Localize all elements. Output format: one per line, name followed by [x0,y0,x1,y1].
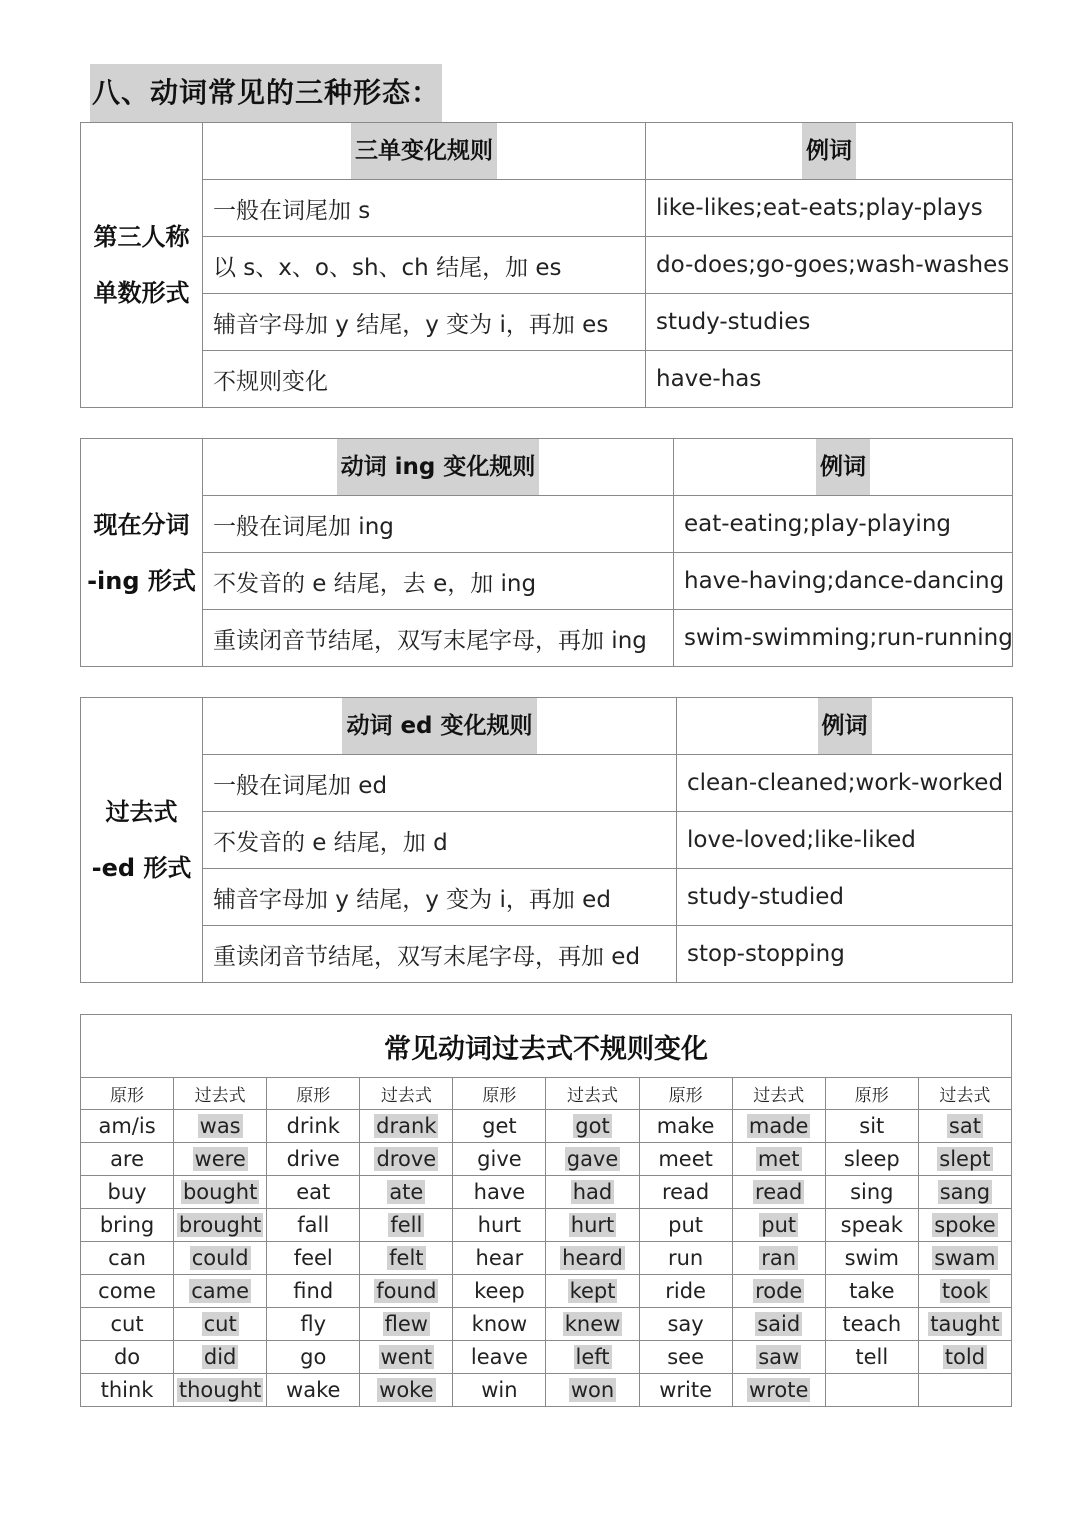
table-row [81,869,1013,926]
past-form-cell [918,1176,1011,1209]
base-form-cell: run [639,1242,732,1275]
column-header-base: 原形 [825,1078,918,1110]
rule-cell: 重读闭音节结尾，双写末尾字母，再加 ing [203,610,674,667]
past-tense-table [80,697,1013,983]
column-header-base: 原形 [267,1078,360,1110]
rule-header-text: 动词 ed 变化规则 [342,698,536,754]
past-form-highlight: could [191,1246,249,1270]
past-form-cell [546,1242,639,1275]
base-form-cell: read [639,1176,732,1209]
rule-cell: 不发音的 e 结尾，去 e，加 ing [203,553,674,610]
side-label [81,698,203,983]
past-form-highlight: were [194,1147,246,1171]
past-form-highlight: took [941,1279,988,1303]
example-cell: study-studies [646,294,1013,351]
base-form-cell: do [81,1341,174,1374]
past-form-highlight: thought [178,1378,262,1402]
past-form-highlight: kept [569,1279,616,1303]
rule-header-text: 动词 ing 变化规则 [337,439,540,495]
base-form-cell [825,1374,918,1407]
table-row [81,294,1013,351]
table-row [81,1110,1012,1143]
table-row [81,1341,1012,1374]
base-form-cell: can [81,1242,174,1275]
example-cell: like-likes;eat-eats;play-plays [646,180,1013,237]
base-form-cell: fly [267,1308,360,1341]
past-form-cell [546,1209,639,1242]
base-form-cell: fall [267,1209,360,1242]
table-row [81,755,1013,812]
past-form-cell [174,1308,267,1341]
side-label-line: 第三人称 [93,223,190,251]
past-form-cell [918,1242,1011,1275]
past-form-cell [546,1308,639,1341]
example-cell: have-having;dance-dancing [674,553,1013,610]
past-form-highlight: rode [755,1279,803,1303]
irregular-verbs-table [80,1014,1012,1407]
base-form-cell: leave [453,1341,546,1374]
past-form-cell [732,1275,825,1308]
example-header-text: 例词 [818,698,872,754]
base-form-cell: eat [267,1176,360,1209]
column-header-past: 过去式 [732,1078,825,1110]
past-form-cell [360,1275,453,1308]
past-form-cell [732,1176,825,1209]
past-form-highlight: told [944,1345,986,1369]
example-header [646,123,1013,180]
past-form-highlight: woke [379,1378,434,1402]
base-form-cell: sleep [825,1143,918,1176]
base-form-cell: wake [267,1374,360,1407]
past-form-highlight: flew [384,1312,428,1336]
base-form-cell: go [267,1341,360,1374]
past-form-cell [918,1209,1011,1242]
rule-cell: 不发音的 e 结尾，加 d [203,812,677,869]
base-form-cell: find [267,1275,360,1308]
table-row [81,1308,1012,1341]
column-header-base: 原形 [453,1078,546,1110]
base-form-cell: cut [81,1308,174,1341]
past-form-highlight: drank [376,1114,437,1138]
rule-cell: 辅音字母加 y 结尾，y 变为 i，再加 ed [203,869,677,926]
past-form-cell [360,1110,453,1143]
past-form-highlight: met [757,1147,800,1171]
example-cell: swim-swimming;run-running [674,610,1013,667]
column-header-base: 原形 [81,1078,174,1110]
base-form-cell: sit [825,1110,918,1143]
rule-header [203,123,646,180]
past-form-cell [732,1143,825,1176]
past-form-highlight: ate [389,1180,424,1204]
past-form-cell [732,1374,825,1407]
past-form-highlight: saw [758,1345,800,1369]
past-form-cell [174,1176,267,1209]
past-form-highlight: came [191,1279,250,1303]
base-form-cell: take [825,1275,918,1308]
table-row [81,237,1013,294]
past-form-highlight: slept [939,1147,991,1171]
table-row [81,1374,1012,1407]
rule-cell: 不规则变化 [203,351,646,408]
past-form-cell [918,1308,1011,1341]
past-form-cell [174,1110,267,1143]
past-form-highlight: brought [178,1213,262,1237]
past-form-cell [360,1176,453,1209]
side-label-line: 现在分词 [93,510,190,539]
past-form-highlight: got [575,1114,610,1138]
past-form-cell [360,1341,453,1374]
base-form-cell: drive [267,1143,360,1176]
rule-header [203,698,677,755]
base-form-cell: keep [453,1275,546,1308]
past-form-highlight: cut [203,1312,237,1336]
past-form-cell [546,1374,639,1407]
rule-cell: 重读闭音节结尾，双写末尾字母，再加 ed [203,926,677,983]
past-form-highlight: found [376,1279,437,1303]
section-title: 八、动词常见的三种形态： [90,64,442,122]
past-form-cell [732,1242,825,1275]
base-form-cell: say [639,1308,732,1341]
past-form-highlight: drove [376,1147,437,1171]
base-form-cell: hurt [453,1209,546,1242]
past-form-cell [546,1143,639,1176]
past-form-highlight: went [380,1345,433,1369]
past-form-highlight: was [199,1114,241,1138]
past-form-highlight: swam [934,1246,996,1270]
past-form-cell [732,1308,825,1341]
past-form-highlight: felt [389,1246,424,1270]
base-form-cell: think [81,1374,174,1407]
past-form-highlight: sang [939,1180,991,1204]
base-form-cell: swim [825,1242,918,1275]
base-form-cell: have [453,1176,546,1209]
past-form-cell [360,1374,453,1407]
side-label [81,439,203,667]
base-form-cell: speak [825,1209,918,1242]
side-label-line: 单数形式 [93,279,190,307]
column-header-past: 过去式 [360,1078,453,1110]
past-form-highlight: taught [930,1312,1000,1336]
base-form-cell: sing [825,1176,918,1209]
past-form-cell [174,1374,267,1407]
table-row [81,1275,1012,1308]
base-form-cell: give [453,1143,546,1176]
past-form-highlight: said [757,1312,801,1336]
base-form-cell: come [81,1275,174,1308]
column-header-base: 原形 [639,1078,732,1110]
past-form-highlight: had [572,1180,613,1204]
rule-header-text: 三单变化规则 [351,123,497,179]
base-form-cell: see [639,1341,732,1374]
past-form-highlight: read [755,1180,803,1204]
base-form-cell: buy [81,1176,174,1209]
table-row [81,351,1013,408]
past-form-cell [732,1341,825,1374]
example-header [677,698,1013,755]
column-header-row [81,1078,1012,1110]
past-form-highlight: hurt [570,1213,615,1237]
base-form-cell: tell [825,1341,918,1374]
base-form-cell: bring [81,1209,174,1242]
past-form-cell [918,1374,1011,1407]
present-participle-table [80,438,1013,667]
past-form-highlight: fell [390,1213,423,1237]
rule-cell: 以 s、x、o、sh、ch 结尾，加 es [203,237,646,294]
base-form-cell: put [639,1209,732,1242]
table-row [81,180,1013,237]
past-form-highlight: made [748,1114,809,1138]
past-form-cell [360,1308,453,1341]
example-header [674,439,1013,496]
past-form-cell [360,1209,453,1242]
past-form-cell [546,1275,639,1308]
past-form-cell [360,1242,453,1275]
past-form-highlight: wrote [749,1378,809,1402]
past-form-highlight: put [761,1213,797,1237]
rule-header [203,439,674,496]
base-form-cell: meet [639,1143,732,1176]
table-row [81,1209,1012,1242]
past-form-cell [918,1341,1011,1374]
table-row [81,553,1013,610]
base-form-cell: win [453,1374,546,1407]
column-header-past: 过去式 [174,1078,267,1110]
past-form-highlight: knew [564,1312,621,1336]
past-form-highlight: did [203,1345,237,1369]
table-row [81,812,1013,869]
side-label [81,123,203,408]
base-form-cell: are [81,1143,174,1176]
example-cell: love-loved;like-liked [677,812,1013,869]
past-form-cell [546,1176,639,1209]
base-form-cell: teach [825,1308,918,1341]
past-form-cell [174,1209,267,1242]
irregular-table-title: 常见动词过去式不规则变化 [81,1015,1012,1078]
example-cell: do-does;go-goes;wash-washes [646,237,1013,294]
table-row [81,1143,1012,1176]
past-form-highlight: won [570,1378,615,1402]
rule-cell: 一般在词尾加 ing [203,496,674,553]
past-form-cell [918,1143,1011,1176]
side-label-line: -ing 形式 [87,566,196,595]
past-form-cell [918,1110,1011,1143]
past-form-highlight: gave [566,1147,619,1171]
base-form-cell: know [453,1308,546,1341]
past-form-cell [732,1209,825,1242]
base-form-cell: ride [639,1275,732,1308]
base-form-cell: write [639,1374,732,1407]
example-header-text: 例词 [802,123,856,179]
example-cell: stop-stopping [677,926,1013,983]
example-cell: clean-cleaned;work-worked [677,755,1013,812]
past-form-highlight: left [575,1345,610,1369]
rule-cell: 辅音字母加 y 结尾，y 变为 i，再加 es [203,294,646,351]
side-label-line: -ed 形式 [91,854,192,882]
past-form-cell [732,1110,825,1143]
base-form-cell: make [639,1110,732,1143]
third-person-table [80,122,1013,408]
table-row [81,610,1013,667]
table-row [81,1242,1012,1275]
base-form-cell: am/is [81,1110,174,1143]
example-header-text: 例词 [816,439,870,495]
past-form-highlight: heard [562,1246,623,1270]
past-form-cell [174,1341,267,1374]
example-cell: eat-eating;play-playing [674,496,1013,553]
side-label-line: 过去式 [105,798,178,826]
rule-cell: 一般在词尾加 s [203,180,646,237]
base-form-cell: feel [267,1242,360,1275]
past-form-highlight: spoke [934,1213,996,1237]
example-cell: study-studied [677,869,1013,926]
past-form-cell [174,1275,267,1308]
past-form-cell [546,1110,639,1143]
example-cell: have-has [646,351,1013,408]
table-row [81,496,1013,553]
base-form-cell: get [453,1110,546,1143]
past-form-cell [360,1143,453,1176]
past-form-cell [918,1275,1011,1308]
past-form-cell [174,1143,267,1176]
past-form-highlight: ran [761,1246,797,1270]
past-form-cell [546,1341,639,1374]
table-row [81,1176,1012,1209]
column-header-past: 过去式 [918,1078,1011,1110]
past-form-highlight: bought [182,1180,258,1204]
table-row [81,926,1013,983]
base-form-cell: hear [453,1242,546,1275]
base-form-cell: drink [267,1110,360,1143]
past-form-highlight: sat [948,1114,981,1138]
past-form-cell [174,1242,267,1275]
column-header-past: 过去式 [546,1078,639,1110]
rule-cell: 一般在词尾加 ed [203,755,677,812]
